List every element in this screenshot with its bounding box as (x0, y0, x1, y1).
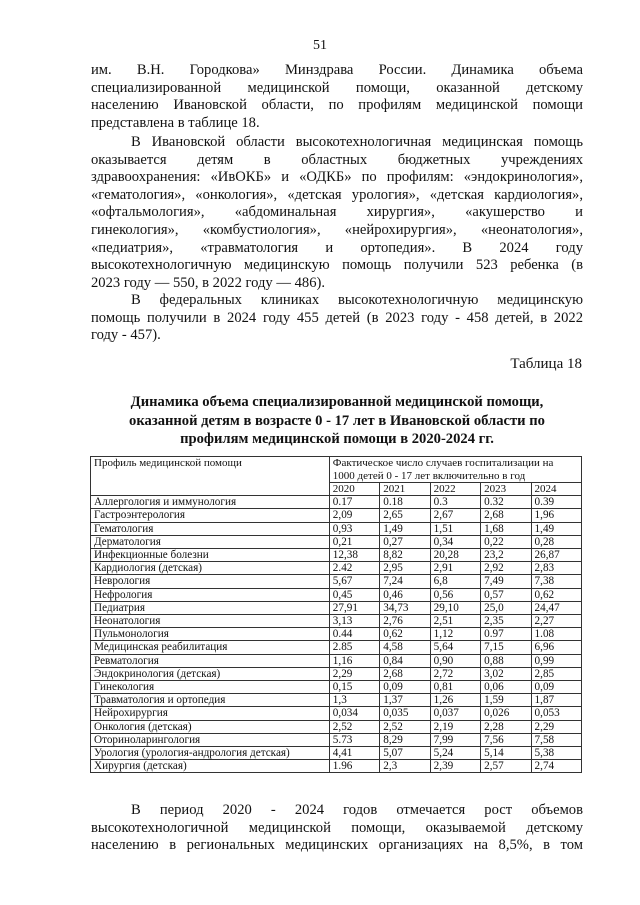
value-cell: 2,83 (531, 562, 581, 575)
value-cell: 27,91 (329, 601, 379, 614)
value-cell: 5,14 (481, 747, 531, 760)
value-cell: 1,87 (531, 694, 581, 707)
value-cell: 0,56 (430, 588, 480, 601)
value-cell: 0.97 (481, 628, 531, 641)
profile-cell: Педиатрия (91, 601, 330, 614)
table-row (91, 562, 582, 575)
value-cell: 0,27 (380, 535, 430, 548)
value-cell: 4,58 (380, 641, 430, 654)
text-line: высокотехнологичную медицинскую помощь получили 523 ребенка (в (91, 257, 583, 274)
value-cell: 2,19 (430, 720, 480, 733)
paragraph-vmp-ivanovo (91, 134, 583, 292)
text-line: «педиатрия», «травматология и ортопедия». В 2024 году (91, 239, 583, 256)
value-cell: 26,87 (531, 549, 581, 562)
value-cell: 7,15 (481, 641, 531, 654)
value-cell: 0.32 (481, 496, 531, 509)
value-cell: 0,45 (329, 588, 379, 601)
value-cell: 2,28 (481, 720, 531, 733)
value-cell: 2,27 (531, 615, 581, 628)
value-cell: 0.39 (531, 496, 581, 509)
profile-cell: Неврология (91, 575, 330, 588)
profile-cell: Нейрохирургия (91, 707, 330, 720)
value-cell: 0,037 (430, 707, 480, 720)
table-row (91, 641, 582, 654)
profile-cell: Дерматология (91, 535, 330, 548)
value-cell: 2,39 (430, 760, 480, 773)
value-cell: 2,76 (380, 615, 430, 628)
value-cell: 2,72 (430, 667, 480, 680)
value-cell: 0,09 (380, 681, 430, 694)
value-cell: 0,026 (481, 707, 531, 720)
value-cell: 1,49 (531, 522, 581, 535)
value-cell: 7,99 (430, 733, 480, 746)
value-cell: 2,3 (380, 760, 430, 773)
value-cell: 0,57 (481, 588, 531, 601)
value-cell: 0,15 (329, 681, 379, 694)
table-title-line: оказанной детям в возрасте 0 - 17 лет в Ивановской области по (129, 412, 545, 429)
table-row (91, 654, 582, 667)
value-cell: 6,8 (430, 575, 480, 588)
table-row (91, 575, 582, 588)
profile-cell: Инфекционные болезни (91, 549, 330, 562)
value-cell: 23,2 (481, 549, 531, 562)
value-cell: 0,99 (531, 654, 581, 667)
value-cell: 0,035 (380, 707, 430, 720)
value-cell: 1,37 (380, 694, 430, 707)
year-header: 2021 (380, 483, 430, 496)
table-title-line: профилям медицинской помощи в 2020-2024 гг. (180, 431, 494, 447)
value-cell: 0,09 (531, 681, 581, 694)
value-cell: 3,02 (481, 667, 531, 680)
value-cell: 0,88 (481, 654, 531, 667)
text-line: «гематология», «онкология», «детская урология», «детская кардиология», (91, 186, 583, 203)
value-cell: 0,90 (430, 654, 480, 667)
value-cell: 0.18 (380, 496, 430, 509)
value-cell: 8,82 (380, 549, 430, 562)
text-line: населению в региональных медицинских организациях на 8,5%, в том (91, 837, 583, 854)
table-title-line: Динамика объема специализированной медицинской помощи, (130, 394, 544, 410)
value-cell: 0,28 (531, 535, 581, 548)
value-cell: 0,034 (329, 707, 379, 720)
value-cell: 2,35 (481, 615, 531, 628)
table-row (91, 588, 582, 601)
value-cell: 3,13 (329, 615, 379, 628)
year-header: 2022 (430, 483, 480, 496)
value-cell: 5,07 (380, 747, 430, 760)
profile-cell: Эндокринология (детская) (91, 667, 330, 680)
col-header-profile: Профиль медицинской помощи (91, 457, 330, 496)
value-cell: 2.42 (329, 562, 379, 575)
table-row (91, 509, 582, 522)
text-line: представлена в таблице 18. (91, 114, 260, 131)
value-cell: 1,49 (380, 522, 430, 535)
col-header-group: Фактическое число случаев госпитализации на 1000 детей 0 - 17 лет включительно в год (329, 457, 581, 483)
value-cell: 5,64 (430, 641, 480, 654)
text-line: «офтальмология», «абдоминальная хирургия», «акушерство и (91, 204, 583, 221)
page-number: 51 (313, 38, 327, 53)
value-cell: 1,51 (430, 522, 480, 535)
profile-cell: Пульмонология (91, 628, 330, 641)
value-cell: 0,84 (380, 654, 430, 667)
value-cell: 25,0 (481, 601, 531, 614)
profile-cell: Гинекология (91, 681, 330, 694)
profile-cell: Аллергология и иммунология (91, 496, 330, 509)
value-cell: 0,62 (380, 628, 430, 641)
text-line: населению Ивановской области, по профилям медицинской помощи (91, 97, 583, 114)
profile-cell: Медицинская реабилитация (91, 641, 330, 654)
text-line: помощь получили в 2024 году 455 детей (в 2023 году - 458 детей, в 2022 (91, 309, 583, 326)
value-cell: 0,46 (380, 588, 430, 601)
table-row (91, 615, 582, 628)
year-header: 2023 (481, 483, 531, 496)
value-cell: 2,29 (531, 720, 581, 733)
text-line: В федеральных клиниках высокотехнологичную медицинскую (131, 292, 583, 308)
value-cell: 2.85 (329, 641, 379, 654)
value-cell: 0,053 (531, 707, 581, 720)
value-cell: 5.73 (329, 733, 379, 746)
value-cell: 7,58 (531, 733, 581, 746)
value-cell: 2,91 (430, 562, 480, 575)
value-cell: 2,57 (481, 760, 531, 773)
value-cell: 7,38 (531, 575, 581, 588)
value-cell: 0.44 (329, 628, 379, 641)
value-cell: 2,51 (430, 615, 480, 628)
value-cell: 1.96 (329, 760, 379, 773)
value-cell: 1,26 (430, 694, 480, 707)
text-line: В период 2020 - 2024 годов отмечается рост объемов (131, 802, 583, 818)
value-cell: 20,28 (430, 549, 480, 562)
value-cell: 0,21 (329, 535, 379, 548)
profile-cell: Кардиология (детская) (91, 562, 330, 575)
table-body (91, 496, 582, 773)
value-cell: 4,41 (329, 747, 379, 760)
profile-cell: Онкология (детская) (91, 720, 330, 733)
year-header: 2020 (329, 483, 379, 496)
value-cell: 2,92 (481, 562, 531, 575)
table-title (91, 393, 583, 449)
value-cell: 6,96 (531, 641, 581, 654)
text-line: 2023 году — 550, в 2022 году — 486). (91, 274, 326, 291)
intro-paragraph (91, 62, 583, 132)
value-cell: 1.08 (531, 628, 581, 641)
text-line: высокотехнологичной медицинской помощи, оказываемой детскому (91, 819, 583, 836)
value-cell: 2,52 (380, 720, 430, 733)
paragraph-growth (91, 802, 583, 855)
table-row (91, 667, 582, 680)
table-row (91, 628, 582, 641)
value-cell: 1,3 (329, 694, 379, 707)
text-line: здравоохранения: «ИвОКБ» и «ОДКБ» по профилям: «эндокринология», (91, 169, 583, 186)
value-cell: 2,29 (329, 667, 379, 680)
value-cell: 2,67 (430, 509, 480, 522)
value-cell: 7,49 (481, 575, 531, 588)
table-row (91, 496, 582, 509)
value-cell: 0,81 (430, 681, 480, 694)
text-line: В Ивановской области высокотехнологичная медицинская помощь (131, 134, 583, 150)
table-row (91, 733, 582, 746)
profile-cell: Хирургия (детская) (91, 760, 330, 773)
value-cell: 0.17 (329, 496, 379, 509)
table-row (91, 707, 582, 720)
year-header: 2024 (531, 483, 581, 496)
value-cell: 0,62 (531, 588, 581, 601)
table-row (91, 747, 582, 760)
table-row (91, 549, 582, 562)
value-cell: 2,74 (531, 760, 581, 773)
value-cell: 2,95 (380, 562, 430, 575)
hospitalization-table (90, 456, 582, 773)
table-row (91, 601, 582, 614)
table-row (91, 694, 582, 707)
profile-cell: Неонатология (91, 615, 330, 628)
value-cell: 2,65 (380, 509, 430, 522)
value-cell: 2,09 (329, 509, 379, 522)
value-cell: 5,24 (430, 747, 480, 760)
value-cell: 1,96 (531, 509, 581, 522)
text-line: году - 457). (91, 327, 161, 344)
value-cell: 1,16 (329, 654, 379, 667)
value-cell: 7,24 (380, 575, 430, 588)
text-line: им. В.Н. Городкова» Минздрава России. Динамика объема (91, 62, 583, 78)
value-cell: 7,56 (481, 733, 531, 746)
text-line: оказывается детям в областных бюджетных учреждениях (91, 151, 583, 168)
value-cell: 0,34 (430, 535, 480, 548)
value-cell: 5,67 (329, 575, 379, 588)
value-cell: 0,22 (481, 535, 531, 548)
profile-cell: Урология (урология-андрология детская) (91, 747, 330, 760)
profile-cell: Нефрология (91, 588, 330, 601)
value-cell: 2,68 (380, 667, 430, 680)
value-cell: 34,73 (380, 601, 430, 614)
table-row (91, 760, 582, 773)
profile-cell: Оториноларингология (91, 733, 330, 746)
value-cell: 29,10 (430, 601, 480, 614)
value-cell: 8,29 (380, 733, 430, 746)
table-label: Таблица 18 (510, 356, 582, 372)
profile-cell: Травматология и ортопедия (91, 694, 330, 707)
table-row (91, 720, 582, 733)
value-cell: 24,47 (531, 601, 581, 614)
profile-cell: Ревматология (91, 654, 330, 667)
value-cell: 0.3 (430, 496, 480, 509)
value-cell: 1,59 (481, 694, 531, 707)
profile-cell: Гематология (91, 522, 330, 535)
value-cell: 12,38 (329, 549, 379, 562)
value-cell: 2,85 (531, 667, 581, 680)
table-row (91, 535, 582, 548)
text-line: гинекология», «комбустиология», «нейрохирургия», «неонатология», (91, 221, 583, 238)
value-cell: 0,06 (481, 681, 531, 694)
value-cell: 1,68 (481, 522, 531, 535)
value-cell: 0,93 (329, 522, 379, 535)
table-row (91, 522, 582, 535)
paragraph-federal-clinics (91, 292, 583, 345)
value-cell: 2,68 (481, 509, 531, 522)
profile-cell: Гастроэнтерология (91, 509, 330, 522)
value-cell: 1,12 (430, 628, 480, 641)
value-cell: 2,52 (329, 720, 379, 733)
text-line: специализированной медицинской помощи, оказанной детскому (91, 79, 583, 96)
value-cell: 5,38 (531, 747, 581, 760)
table-row (91, 681, 582, 694)
